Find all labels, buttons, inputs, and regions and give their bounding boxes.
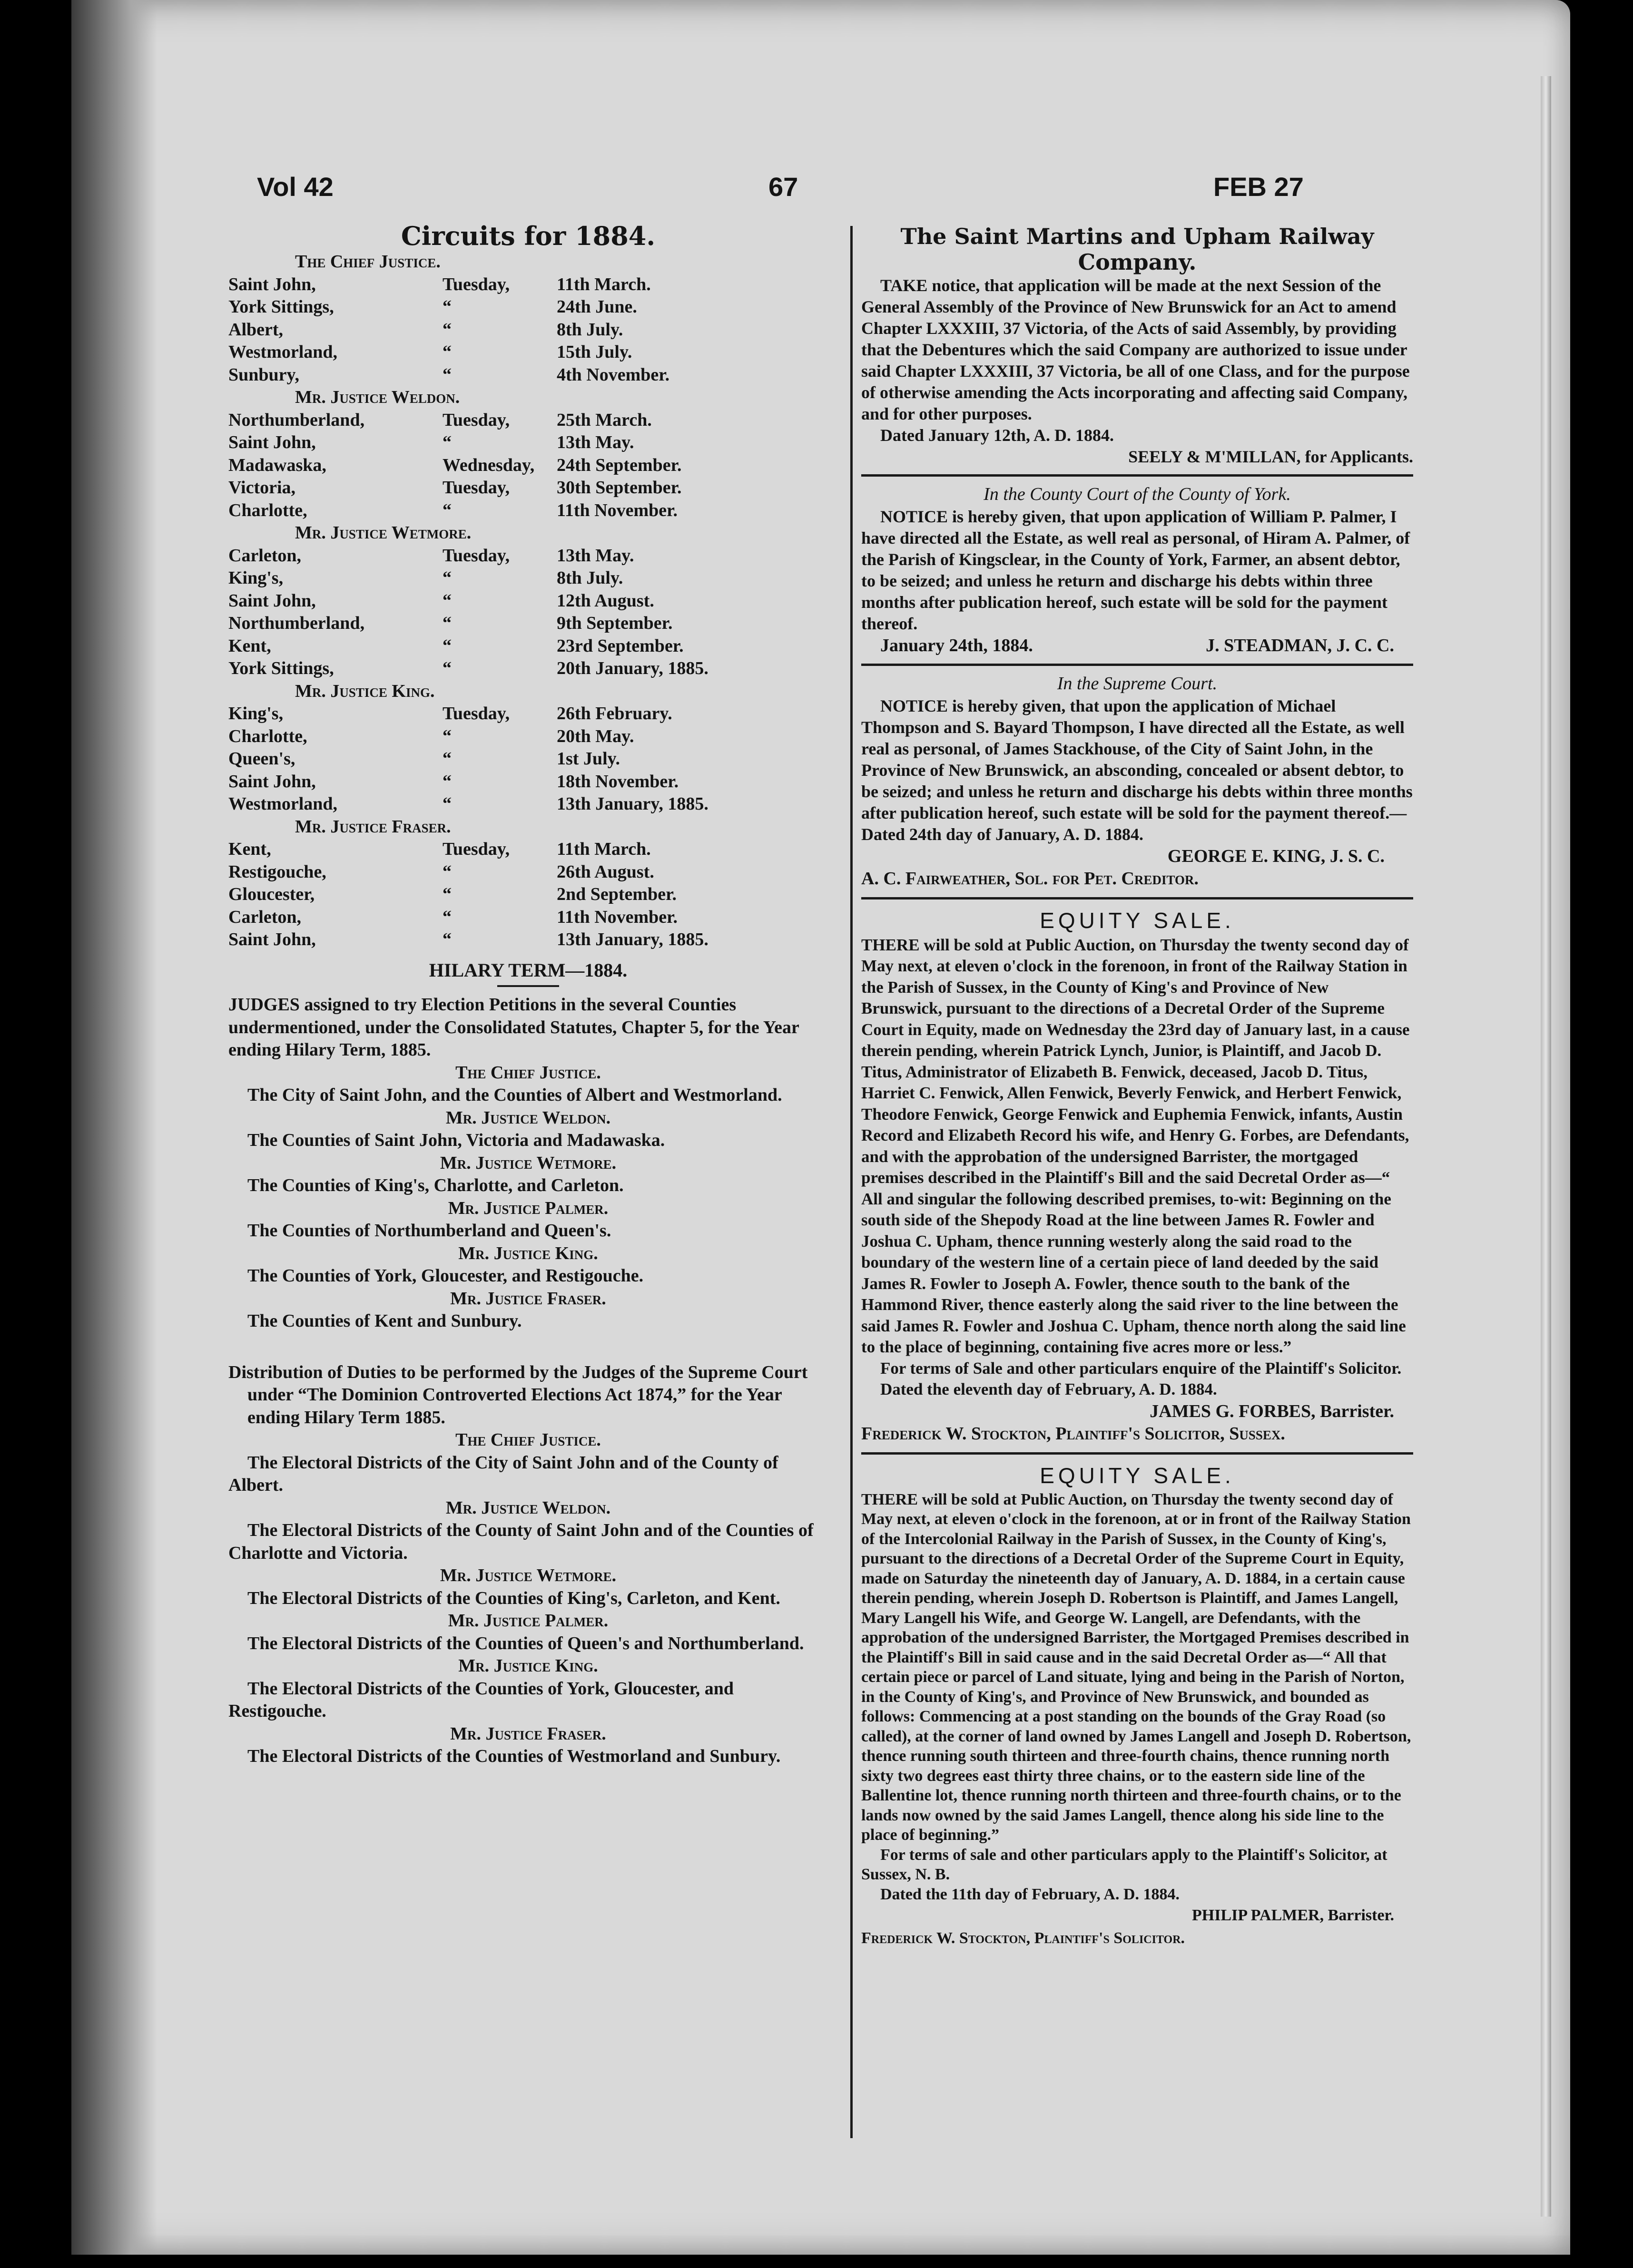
circuit-judge: The Chief Justice. [295,252,441,272]
circuit-date: 18th November. [557,771,679,792]
circuit-row [228,725,828,748]
circuit-date: 8th July. [557,319,623,340]
circuit-row [228,499,828,522]
circuit-place: Westmorland, [228,794,338,814]
hilary-judge: Mr. Justice Fraser. [450,1288,606,1309]
hilary-judge: Mr. Justice King. [458,1243,598,1263]
circuit-row [228,590,828,613]
circuit-place: Albert, [228,319,284,340]
equity-sale-1-dated: Dated the eleventh day of February, A. D. 1884. [880,1380,1217,1398]
supreme-court-title: In the Supreme Court. [1057,674,1218,694]
circuit-row [228,929,828,951]
circuit-day: “ [443,658,452,678]
page-number: 67 [768,172,798,202]
york-court-body: NOTICE is hereby given, that upon application of William P. Palmer, I have directed all the Estate, as well real as personal, of Hiram A. Palmer, of the Parish of Kingsclear, in the County of York, Farmer, an absent debtor, to be seized; and unless he return and discharge his debts within three months after publication hereof, such estate will be sold for the payment thereof. [861,507,1410,633]
distribution-intro: Distribution of Duties to be performed by the Judges of the Supreme Court under “The Dominion Controverted Elections Act 1874,” for the Year ending Hilary Term 1885. [228,1362,808,1427]
circuit-row [228,838,828,861]
volume-label: Vol 42 [257,172,334,202]
circuit-date: 11th March. [557,274,651,294]
left-column [228,221,828,1768]
circuit-row [228,454,828,477]
equity-sale-1-title: EQUITY SALE. [1040,908,1235,933]
circuit-place: Saint John, [228,771,316,792]
circuit-day: “ [443,794,452,814]
circuit-place: Saint John, [228,432,316,452]
column-divider [850,226,853,2138]
circuit-date: 2nd September. [557,884,677,904]
circuit-date: 13th January, 1885. [557,929,708,949]
circuit-place: Charlotte, [228,726,307,746]
circuit-day: “ [443,319,452,340]
circuit-row [228,296,828,319]
circuit-judge: Mr. Justice Weldon. [295,387,460,407]
railway-dated: Dated January 12th, A. D. 1884. [880,426,1114,445]
circuit-place: Charlotte, [228,500,307,520]
section-rule [861,1452,1413,1455]
hilary-judge: Mr. Justice Palmer. [448,1198,609,1218]
distribution-districts: The Electoral Districts of the County of Saint John and of the Counties of Charlotte and Victoria. [228,1520,814,1563]
equity-sale-1-signature: JAMES G. FORBES, Barrister. [1150,1401,1394,1421]
distribution-judge: Mr. Justice Weldon. [445,1497,611,1518]
hilary-rule [497,985,559,987]
equity-sale-1-terms: For terms of Sale and other particulars enquire of the Plaintiff's Solicitor. [880,1359,1402,1378]
equity-sale-2-solicitor: Frederick W. Stockton, Plaintiff's Solicitor. [861,1929,1185,1947]
circuit-place: Northumberland, [228,410,365,430]
circuit-day: “ [443,749,452,769]
circuit-date: 25th March. [557,410,652,430]
section-rule [861,474,1413,477]
circuit-row [228,906,828,929]
circuit-place: Kent, [228,635,271,656]
circuit-date: 1st July. [557,749,620,769]
circuit-day: “ [443,613,452,633]
circuit-day: “ [443,297,452,317]
circuit-day: Tuesday, [443,545,510,566]
circuit-date: 8th July. [557,568,623,588]
circuit-row [228,703,828,725]
circuit-date: 23rd September. [557,635,684,656]
distribution-districts: The Electoral Districts of the Counties of Westmorland and Sunbury. [247,1746,781,1766]
circuit-day: “ [443,635,452,656]
hilary-judge: The Chief Justice. [455,1062,601,1083]
equity-sale-2-body: THERE will be sold at Public Auction, on Thursday the twenty second day of May next, at eleven o'clock in the forenoon, at or in front of the Railway Station of the Intercolonial Railway in the Parish of Sussex, in the County of King's, pursuant to the directions of a Decretal Order of the Supreme Court in Equity, made on Saturday the nineteenth day of January, A. D. 1884, in a certain cause therein pending, wherein Joseph D. Robertson is Plaintiff, and James Langell, Mary Langell his Wife, and George W. Langell, are Defendants, with the approbation of the undersigned Barrister, the Mortgaged Premises described in the Plaintiff's Bill in said cause and in the said Decretal Order as—“ All that certain piece or parcel of Land situate, lying and being in the Parish of Norton, in the County of King's, and Province of New Brunswick, and bounded as follows: Commencing at a post standing on the bounds of the Gray Road (so called), at the corner of land owned by James Langell and Joseph D. Robertson, thence running south thirteen and three-fourth chains, thence running north sixty two degrees east thirty three chains, or to the eastern side line of the Ballentine lot, thence running north thirteen and three-fourth chains, or to the lands now owned by the said James Langell, thence along his side line to the place of beginning.” [861,1490,1411,1844]
circuit-day: Tuesday, [443,478,510,498]
distribution-judge: Mr. Justice Wetmore. [440,1565,617,1585]
circuit-judge: Mr. Justice King. [295,681,435,701]
circuit-day: “ [443,861,452,882]
circuit-place: Sunbury, [228,364,299,385]
equity-sale-2-title: EQUITY SALE. [1040,1463,1235,1488]
distribution-districts: The Electoral Districts of the Counties of King's, Carleton, and Kent. [247,1588,780,1608]
distribution-districts: The Electoral Districts of the Counties of Queen's and Northumberland. [247,1633,804,1653]
circuit-date: 13th May. [557,545,634,566]
circuit-date: 11th March. [557,839,651,859]
equity-sale-2-dated: Dated the 11th day of February, A. D. 1884. [880,1885,1180,1903]
circuit-place: Saint John, [228,590,316,611]
circuit-date: 4th November. [557,364,670,385]
circuits-title: Circuits for 1884. [401,221,656,251]
circuit-row [228,274,828,296]
equity-sale-2-signature: PHILIP PALMER, Barrister. [1192,1906,1394,1924]
circuit-date: 20th May. [557,726,634,746]
page-edge [1541,76,1551,2217]
circuit-row [228,477,828,499]
equity-sale-1-body: THERE will be sold at Public Auction, on Thursday the twenty second day of May next, at eleven o'clock in the forenoon, in front of the Railway Station in the Parish of Sussex, in the County of King's and Province of New Brunswick, pursuant to the directions of a Decretal Order of the Supreme Court in Equity, made on Wednesday the 23rd day of January last, in a cause therein pending, wherein Patrick Lynch, Junior, is Plaintiff, and Jacob D. Titus, Administrator of Elizabeth B. Fenwick, deceased, Jacob D. Titus, Harriet C. Fenwick, Allen Fenwick, Beverly Fenwick, and Herbert Fenwick, Theodore Fenwick, George Fenwick and Euphemia Fenwick, infants, Austin Record and Elizabeth Record his wife, and Henry G. Forbes, are Defendants, and with the approbation of the undersigned Barrister, the mortgaged premises described in the Plaintiff's Bill and the said Decretal Order as—“ All and singular the following described premises, to-wit: Beginning on the south side of the Shepody Road at the line between James R. Fowler and Joshua C. Upham, thence running westerly along the said road to the boundary of the western line of a certain piece of land deeded by the said James R. Fowler to Joseph A. Fowler, thence south to the bank of the Hammond River, thence easterly along the said river to the line between the said James R. Fowler and Joshua C. Upham, thence north along the said line to the place of beginning, containing five acres more or less.” [861,935,1410,1356]
circuit-row [228,431,828,454]
distribution-districts: The Electoral Districts of the Counties of York, Gloucester, and Restigouche. [228,1678,734,1721]
circuit-date: 24th September. [557,455,682,475]
supreme-court-signature: GEORGE E. KING, J. S. C. [1167,846,1385,866]
circuit-date: 24th June. [557,297,637,317]
distribution-judge: Mr. Justice King. [458,1656,598,1676]
hilary-judge: Mr. Justice Wetmore. [440,1153,617,1173]
circuit-date: 13th January, 1885. [557,794,708,814]
railway-signature: SEELY & M'MILLAN, for Applicants. [1128,447,1413,466]
distribution-judge: Mr. Justice Palmer. [448,1611,609,1631]
york-court-signature: J. STEADMAN, J. C. C. [1206,635,1394,655]
circuit-day: “ [443,907,452,927]
circuit-day: “ [443,500,452,520]
circuit-row [228,748,828,771]
circuit-place: King's, [228,568,284,588]
circuit-place: York Sittings, [228,297,334,317]
circuit-place: Madawaska, [228,455,326,475]
circuit-place: Kent, [228,839,271,859]
circuit-date: 11th November. [557,500,678,520]
circuit-row [228,545,828,567]
railway-title: The Saint Martins and Upham Railway Company. [900,224,1374,275]
page-scan [71,0,1570,2255]
circuit-day: Tuesday, [443,704,510,723]
distribution-judge: Mr. Justice Fraser. [450,1723,606,1744]
hilary-counties: The City of Saint John, and the Counties of Albert and Westmorland. [247,1085,782,1105]
hilary-intro: JUDGES assigned to try Election Petitions in the several Counties undermentioned, under the Consolidated Statutes, Chapter 5, for the Year ending Hilary Term, 1885. [228,995,799,1060]
circuit-date: 20th January, 1885. [557,658,708,678]
circuit-place: Saint John, [228,929,316,949]
circuit-day: “ [443,929,452,949]
circuit-place: Saint John, [228,274,316,294]
circuit-row [228,861,828,884]
circuit-day: “ [443,884,452,904]
circuit-row [228,409,828,432]
circuit-row [228,567,828,590]
circuit-day: “ [443,590,452,611]
circuit-day: Tuesday, [443,274,510,294]
circuit-place: King's, [228,704,284,723]
york-court-title: In the County Court of the County of York. [984,484,1291,504]
circuit-place: Westmorland, [228,342,338,362]
circuit-day: “ [443,726,452,746]
hilary-judge: Mr. Justice Weldon. [445,1107,611,1128]
circuit-place: Restigouche, [228,861,326,882]
circuit-day: “ [443,771,452,792]
circuit-date: 26th August. [557,861,654,882]
section-rule [861,897,1413,899]
circuit-date: 12th August. [557,590,654,611]
supreme-court-solicitor: A. C. Fairweather, Sol. for Pet. Creditor. [861,869,1199,889]
circuit-judge: Mr. Justice Wetmore. [295,523,472,543]
hilary-counties: The Counties of Saint John, Victoria and Madawaska. [247,1130,665,1150]
circuit-day: Wednesday, [443,455,535,475]
hilary-counties: The Counties of York, Gloucester, and Restigouche. [247,1266,644,1286]
york-court-footer [861,635,1413,657]
circuit-judge: Mr. Justice Fraser. [295,816,451,837]
circuit-day: “ [443,432,452,452]
circuit-date: 9th September. [557,613,673,633]
hilary-title: HILARY TERM—1884. [429,959,628,981]
circuit-date: 26th February. [557,704,672,723]
circuit-row [228,364,828,387]
york-court-date: January 24th, 1884. [880,635,1033,655]
distribution-judge: The Chief Justice. [455,1430,601,1450]
circuit-day: “ [443,364,452,385]
circuit-day: Tuesday, [443,410,510,430]
railway-body: TAKE notice, that application will be made at the next Session of the General Assembly of the Province of New Brunswick for an Act to amend Chapter LXXXIII, 37 Victoria, of the Acts of said Assembly, by providing that the Debentures which the said Company are authorized to issue under said Chapter LXXXIII, 37 Victoria, be all of one Class, and for the purpose of otherwise amending the Acts incorporating and affecting said Company, and for other purposes. [861,276,1410,423]
circuit-day: Tuesday, [443,839,510,859]
circuit-day: “ [443,568,452,588]
circuit-date: 13th May. [557,432,634,452]
circuit-row [228,635,828,658]
circuit-place: Gloucester, [228,884,315,904]
circuit-date: 30th September. [557,478,682,498]
issue-date: FEB 27 [1213,172,1304,202]
circuit-place: York Sittings, [228,658,334,678]
hilary-assignments [228,1062,828,1333]
supreme-court-body: NOTICE is hereby given, that upon the application of Michael Thompson and S. Bayard Thompson, I have directed all the Estate, as well real as personal, of James Stackhouse, of the City of Saint John, in the Province of New Brunswick, an absconding, concealed or absent debtor, to be seized; and unless he return and discharge his debts within three months after publication hereof, such estate will be sold for the payment thereof.—Dated 24th day of January, A. D. 1884. [861,696,1413,844]
circuit-row [228,341,828,364]
hilary-counties: The Counties of Northumberland and Queen's. [247,1221,611,1241]
circuit-row [228,657,828,680]
section-rule [861,664,1413,666]
circuit-place: Carleton, [228,907,302,927]
distribution-districts: The Electoral Districts of the City of Saint John and of the County of Albert. [228,1452,778,1495]
circuits-list [228,251,828,951]
circuit-row [228,612,828,635]
hilary-counties: The Counties of King's, Charlotte, and Carleton. [247,1175,624,1195]
circuit-row [228,771,828,793]
circuit-day: “ [443,342,452,362]
circuit-row [228,319,828,342]
circuit-place: Victoria, [228,478,296,498]
circuit-place: Queen's, [228,749,295,769]
circuit-place: Northumberland, [228,613,365,633]
equity-sale-1-solicitor: Frederick W. Stockton, Plaintiff's Solicitor, Sussex. [861,1424,1285,1444]
circuit-date: 11th November. [557,907,678,927]
circuit-place: Carleton, [228,545,302,566]
right-column [861,224,1413,1949]
hilary-counties: The Counties of Kent and Sunbury. [247,1311,522,1331]
circuit-row [228,883,828,906]
circuit-date: 15th July. [557,342,632,362]
distribution-assignments [228,1429,828,1768]
circuit-row [228,793,828,816]
equity-sale-2-terms: For terms of sale and other particulars apply to the Plaintiff's Solicitor, at Sussex, N. B. [861,1846,1387,1883]
